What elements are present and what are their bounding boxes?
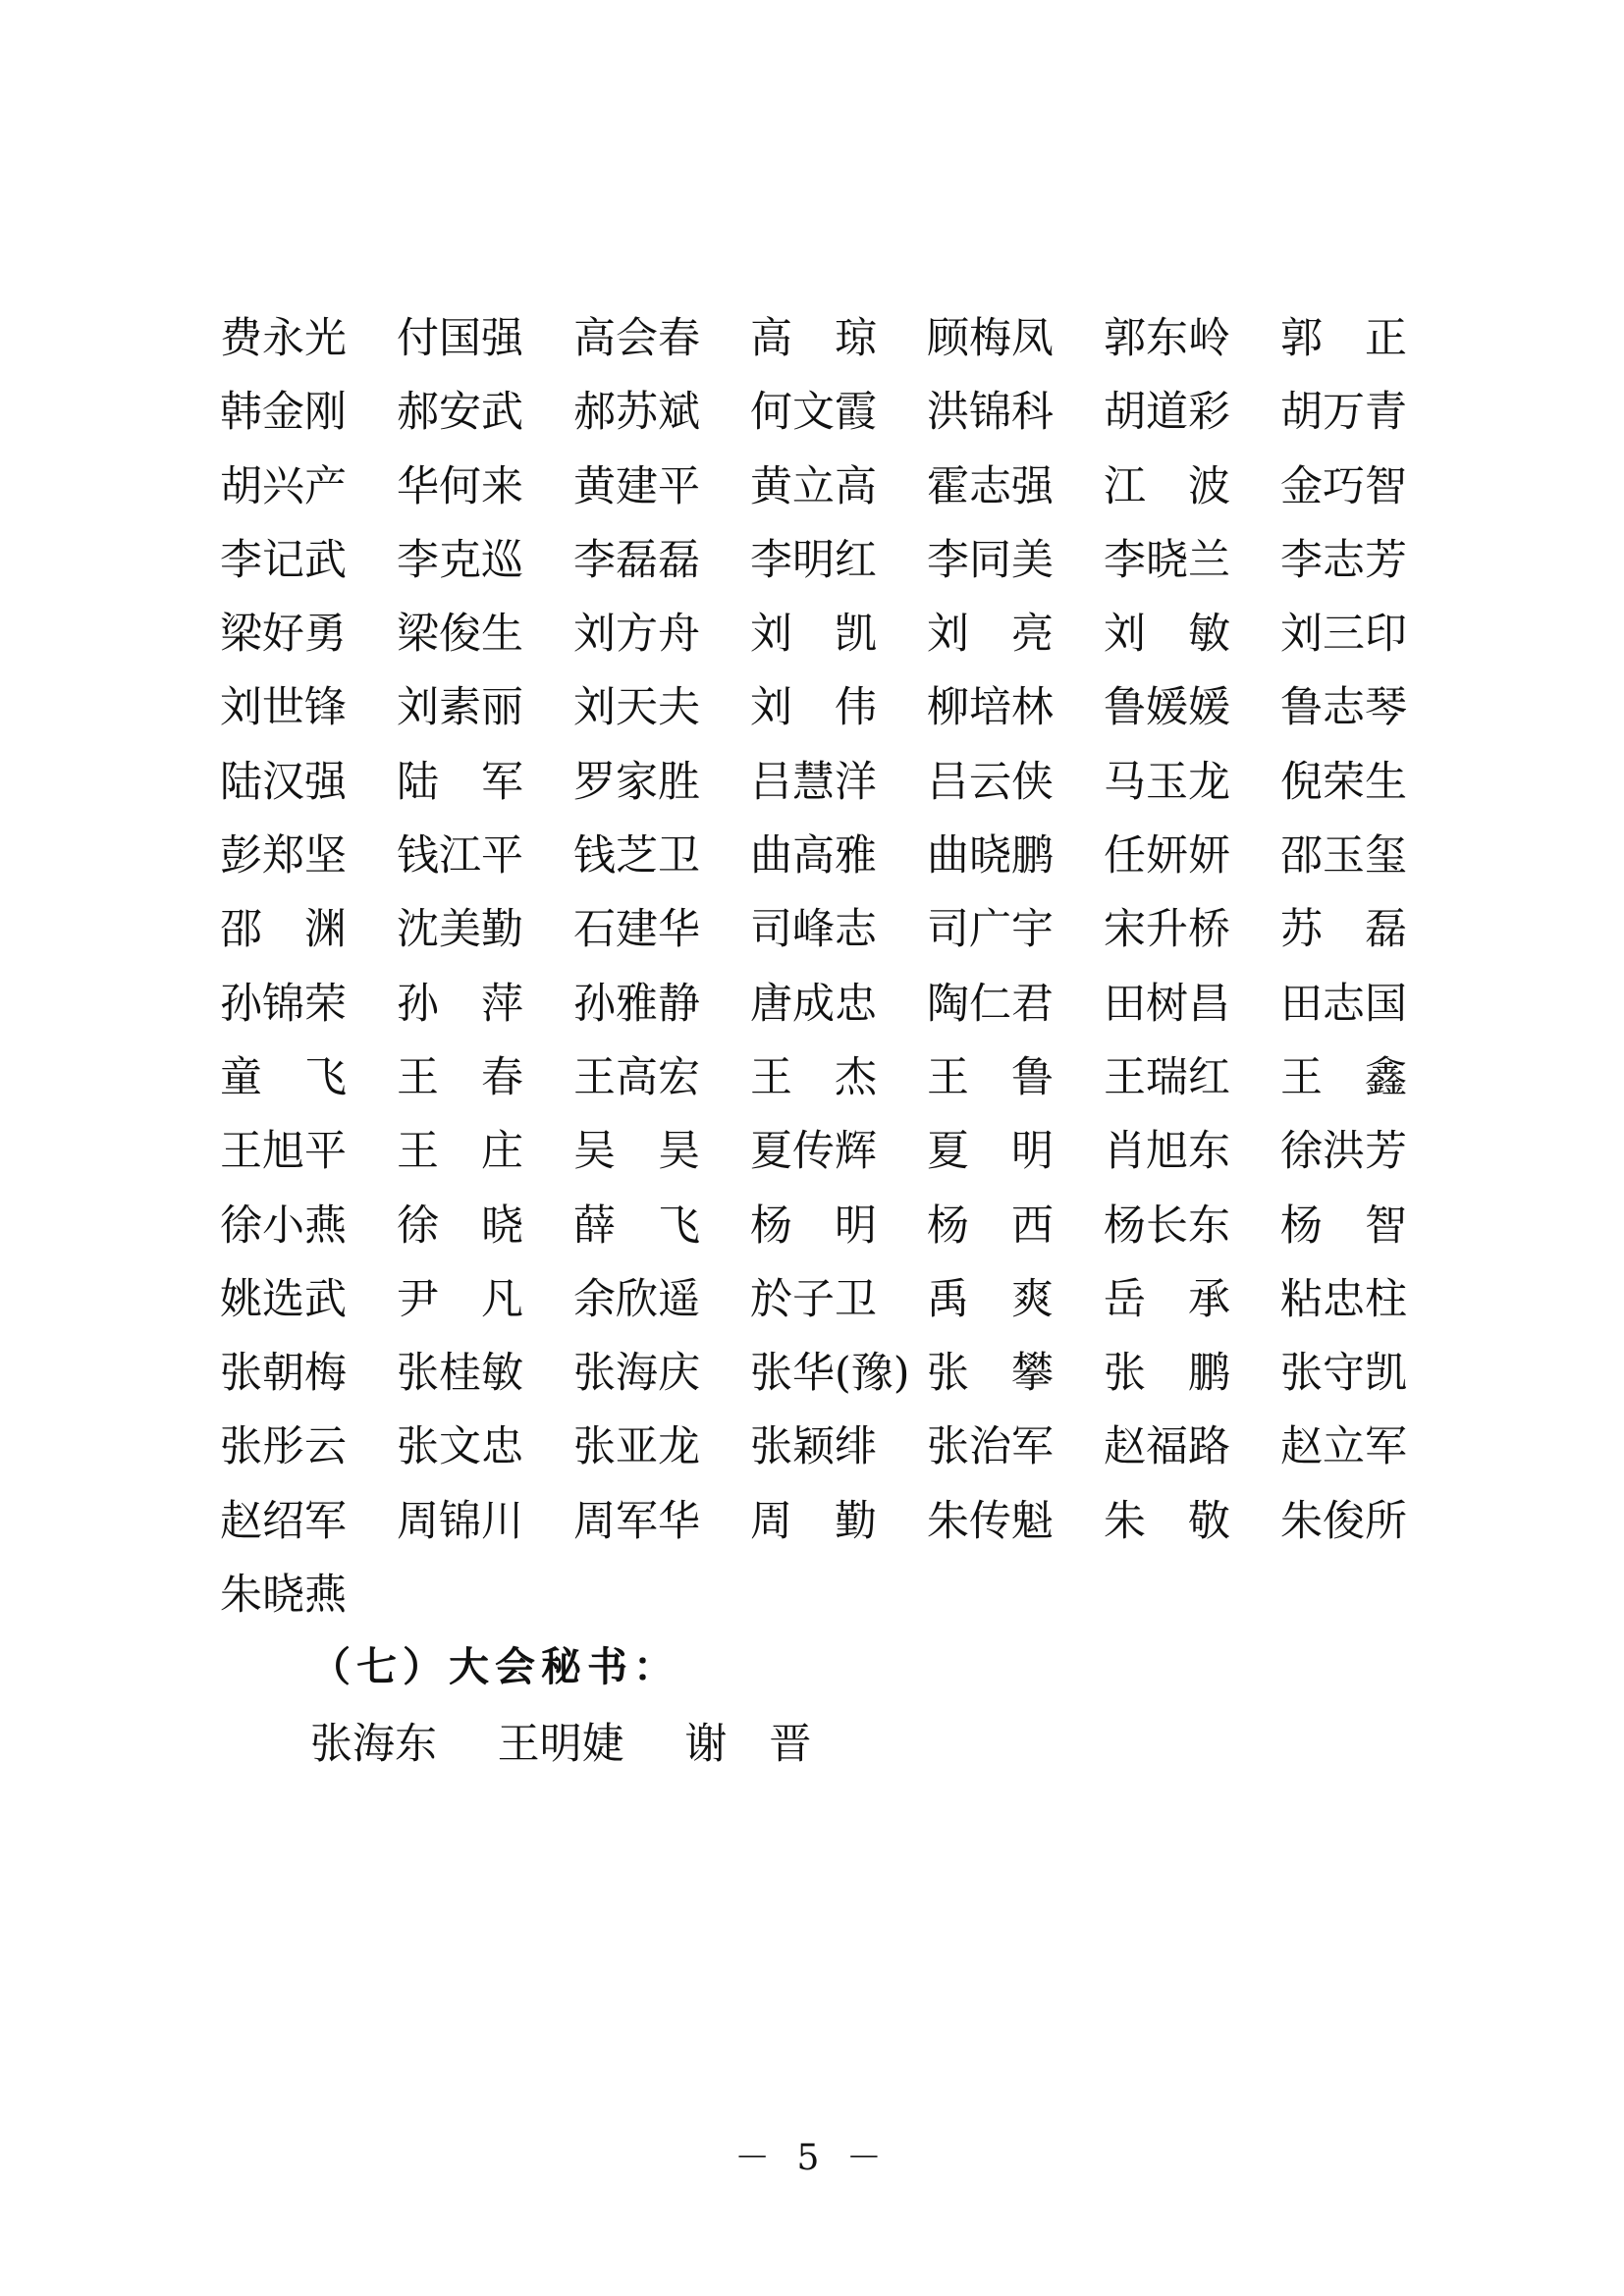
person-name: 胡道彩 [1104, 388, 1230, 438]
person-name: 徐 晓 [397, 1201, 523, 1251]
person-name: 王 鑫 [1280, 1052, 1407, 1102]
person-name: 王瑞红 [1104, 1052, 1230, 1102]
person-name: 苏 磊 [1280, 905, 1407, 955]
person-name: 钱江平 [397, 831, 523, 881]
name-row [220, 893, 1428, 967]
person-name: 田志国 [1280, 979, 1407, 1029]
person-name: 郭东岭 [1104, 314, 1230, 363]
person-name: 黄立高 [750, 461, 877, 511]
person-name: 周锦川 [397, 1496, 523, 1546]
person-name: 孙锦荣 [220, 979, 347, 1029]
person-name: 张朝梅 [220, 1349, 347, 1399]
person-name: 李同美 [927, 535, 1054, 585]
person-name: 王高宏 [573, 1052, 700, 1102]
person-name: 沈美勤 [397, 905, 523, 955]
person-name: 李克巡 [397, 535, 523, 585]
name-row [220, 1041, 1428, 1115]
person-name: 张海庆 [573, 1349, 700, 1399]
person-name: 张亚龙 [573, 1422, 700, 1472]
person-name: 杨长东 [1104, 1201, 1230, 1251]
person-name: 张 攀 [927, 1349, 1054, 1399]
name-row [220, 524, 1428, 598]
secretary-name: 王明婕 [497, 1720, 624, 1769]
person-name: 刘素丽 [397, 683, 523, 733]
person-name: 鲁志琴 [1280, 683, 1407, 733]
person-name: 高 琼 [750, 314, 877, 363]
person-name: 张华(豫) [750, 1349, 910, 1399]
person-name: 孙 萍 [397, 979, 523, 1029]
name-row [220, 820, 1428, 893]
person-name: 杨 智 [1280, 1201, 1407, 1251]
person-name: 朱俊所 [1280, 1496, 1407, 1546]
person-name: 陆 军 [397, 757, 523, 807]
secretary-name: 谢 晋 [684, 1720, 812, 1769]
person-name: 岳 承 [1104, 1274, 1230, 1324]
person-name: 李明红 [750, 535, 877, 585]
name-row [220, 451, 1428, 524]
person-name: 张治军 [927, 1422, 1054, 1472]
name-row [220, 746, 1428, 820]
person-name: 吕慧洋 [750, 757, 877, 807]
name-row [220, 1190, 1428, 1263]
person-name: 刘 伟 [750, 683, 877, 733]
person-name: 张颖绯 [750, 1422, 877, 1472]
person-name: 尹 凡 [397, 1274, 523, 1324]
secretary-name: 张海东 [310, 1720, 437, 1769]
person-name: 刘天夫 [573, 683, 700, 733]
person-name: 刘三印 [1280, 610, 1407, 660]
person-name: 刘方舟 [573, 610, 700, 660]
person-name: 杨 西 [927, 1201, 1054, 1251]
person-name: 鲁媛媛 [1104, 683, 1230, 733]
person-name: 石建华 [573, 905, 700, 955]
person-name: 张 鹏 [1104, 1349, 1230, 1399]
person-name: 江 波 [1104, 461, 1230, 511]
person-name: 曲高雅 [750, 831, 877, 881]
person-name: 司峰志 [750, 905, 877, 955]
person-name: 司广宇 [927, 905, 1054, 955]
name-row [220, 968, 1428, 1041]
person-name: 陆汉强 [220, 757, 347, 807]
name-row [220, 1115, 1428, 1189]
person-name: 粘忠柱 [1280, 1274, 1407, 1324]
person-name: 赵福路 [1104, 1422, 1230, 1472]
person-name: 张文忠 [397, 1422, 523, 1472]
person-name: 杨 明 [750, 1201, 877, 1251]
person-name: 夏传辉 [750, 1127, 877, 1177]
person-name: 刘 亮 [927, 610, 1054, 660]
person-name: 曲晓鹏 [927, 831, 1054, 881]
person-name: 张桂敏 [397, 1349, 523, 1399]
secretary-list [310, 1708, 858, 1782]
person-name: 王 庄 [397, 1127, 523, 1177]
person-name: 费永光 [220, 314, 347, 363]
person-name: 王 春 [397, 1052, 523, 1102]
person-name: 邵玉玺 [1280, 831, 1407, 881]
person-name: 马玉龙 [1104, 757, 1230, 807]
person-name: 唐成忠 [750, 979, 877, 1029]
name-row [220, 671, 1428, 745]
name-row [220, 1485, 1428, 1559]
person-name: 高会春 [573, 314, 700, 363]
person-name: 罗家胜 [573, 757, 700, 807]
name-row [220, 302, 1428, 376]
person-name: 霍志强 [927, 461, 1054, 511]
person-name: 吕云侠 [927, 757, 1054, 807]
name-row [220, 376, 1428, 450]
name-row [220, 1411, 1428, 1484]
person-name: 李晓兰 [1104, 535, 1230, 585]
person-name: 王 杰 [750, 1052, 877, 1102]
person-name: 倪荣生 [1280, 757, 1407, 807]
person-name: 周军华 [573, 1496, 700, 1546]
person-name: 肖旭东 [1104, 1127, 1230, 1177]
person-name: 胡兴产 [220, 461, 347, 511]
name-row [220, 1263, 1428, 1337]
person-name: 朱 敬 [1104, 1496, 1230, 1546]
person-name: 孙雅静 [573, 979, 700, 1029]
person-name: 胡万青 [1280, 388, 1407, 438]
person-name: 梁好勇 [220, 610, 347, 660]
person-name: 赵绍军 [220, 1496, 347, 1546]
person-name: 李志芳 [1280, 535, 1407, 585]
name-row [220, 598, 1428, 671]
person-name: 姚选武 [220, 1274, 347, 1324]
section-heading: （七）大会秘书： [310, 1643, 679, 1690]
person-name: 薛 飞 [573, 1201, 700, 1251]
person-name: 徐小燕 [220, 1201, 347, 1251]
person-name: 夏 明 [927, 1127, 1054, 1177]
person-name: 宋升桥 [1104, 905, 1230, 955]
person-name: 禹 爽 [927, 1274, 1054, 1324]
person-name: 朱晓燕 [220, 1571, 347, 1621]
person-name: 任妍妍 [1104, 831, 1230, 881]
person-name: 於子卫 [750, 1274, 877, 1324]
person-name: 梁俊生 [397, 610, 523, 660]
name-row [220, 1559, 1428, 1632]
person-name: 王旭平 [220, 1127, 347, 1177]
person-name: 顾梅凤 [927, 314, 1054, 363]
person-name: 郝苏斌 [573, 388, 700, 438]
person-name: 邵 渊 [220, 905, 347, 955]
person-name: 李记武 [220, 535, 347, 585]
person-name: 余欣遥 [573, 1274, 700, 1324]
person-name: 刘世锋 [220, 683, 347, 733]
person-name: 吴 昊 [573, 1127, 700, 1177]
person-name: 张彤云 [220, 1422, 347, 1472]
person-name: 黄建平 [573, 461, 700, 511]
person-name: 韩金刚 [220, 388, 347, 438]
person-name: 金巧智 [1280, 461, 1407, 511]
person-name: 华何来 [397, 461, 523, 511]
person-name: 周 勤 [750, 1496, 877, 1546]
person-name: 童 飞 [220, 1052, 347, 1102]
person-name: 付国强 [397, 314, 523, 363]
person-name: 刘 敏 [1104, 610, 1230, 660]
person-name: 刘 凯 [750, 610, 877, 660]
person-name: 田树昌 [1104, 979, 1230, 1029]
person-name: 何文霞 [750, 388, 877, 438]
person-name: 李磊磊 [573, 535, 700, 585]
person-name: 彭郑坚 [220, 831, 347, 881]
name-list [220, 302, 1428, 1632]
person-name: 洪锦科 [927, 388, 1054, 438]
person-name: 张守凯 [1280, 1349, 1407, 1399]
person-name: 徐洪芳 [1280, 1127, 1407, 1177]
person-name: 陶仁君 [927, 979, 1054, 1029]
person-name: 朱传魁 [927, 1496, 1054, 1546]
person-name: 赵立军 [1280, 1422, 1407, 1472]
name-row [220, 1337, 1428, 1411]
page-number: － 5 － [734, 2138, 890, 2178]
person-name: 王 鲁 [927, 1052, 1054, 1102]
person-name: 郭 正 [1280, 314, 1407, 363]
person-name: 柳培林 [927, 683, 1054, 733]
person-name: 郝安武 [397, 388, 523, 438]
person-name: 钱芝卫 [573, 831, 700, 881]
